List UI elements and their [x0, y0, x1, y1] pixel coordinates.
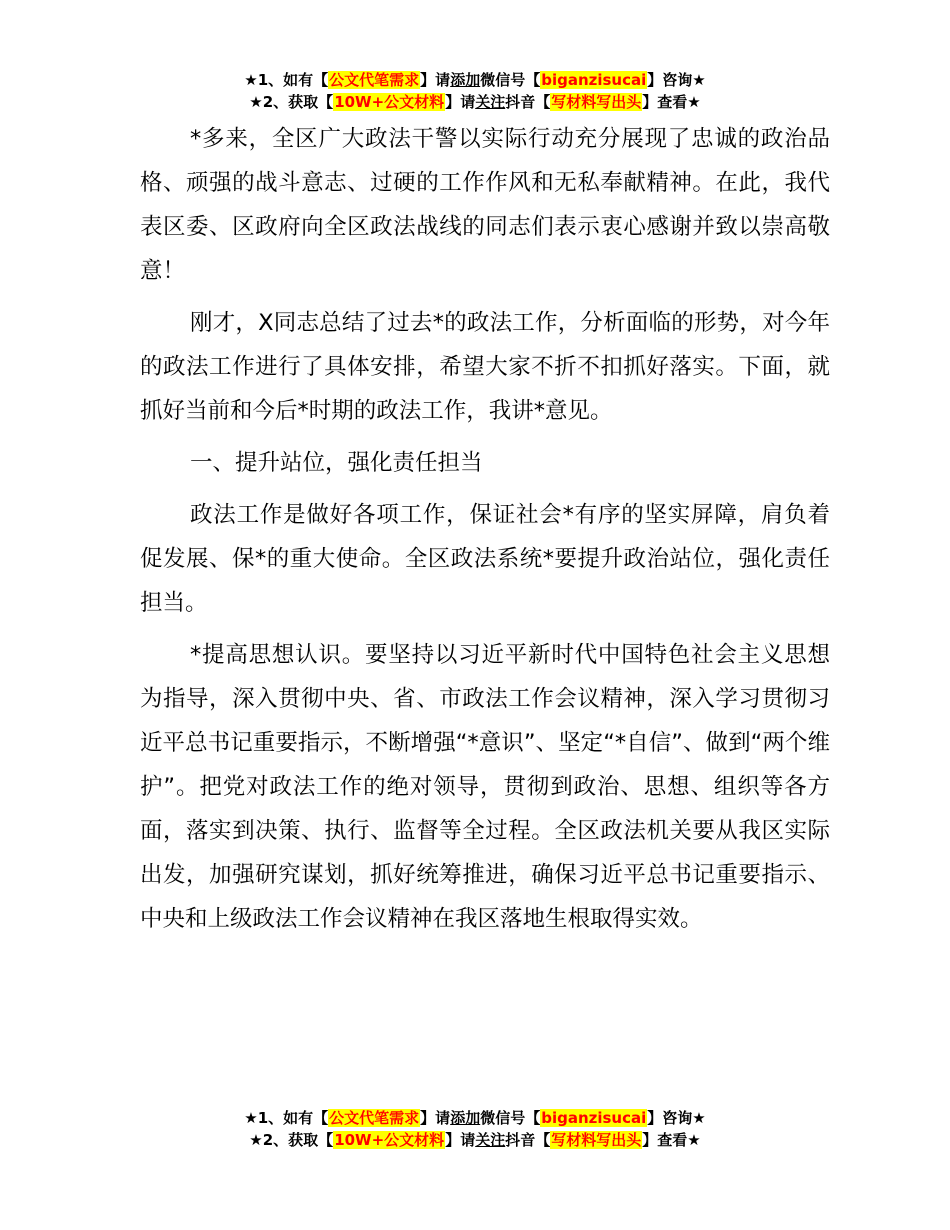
- promo-line-1-highlight-service: 公文代笔需求: [329, 71, 420, 89]
- paragraph-thought: *提高思想认识。要坚持以习近平新时代中国特色社会主义思想为指导，深入贯彻中央、省、市政法工作会议精神，深入学习贯彻习近平总书记重要指示，不断增强“*意识”、坚定“*自信”、做到“两个维护”。把党对政法工作的绝对领导，贯彻到政治、思想、组织等各方面，落实到决策、执行、监督等全过程。全区政法机关要从我区实际出发，加强研究谋划，抓好统筹推进，确保习近平总书记重要指示、中央和上级政法工作会议精神在我区落地生根取得实效。: [140, 642, 830, 932]
- promo-line-1-mid: 】请: [420, 71, 451, 89]
- paragraph-section-1: 政法工作是做好各项工作，保证社会*有序的坚实屏障，肩负着促发展、保*的重大使命。全区政法系统*要提升政治站位，强化责任担当。: [140, 502, 830, 616]
- promo-footer-line-2-suffix: 】查看★: [642, 1131, 701, 1149]
- promo-footer-line-1-highlight-service: 公文代笔需求: [329, 1109, 420, 1127]
- promo-line-1-mid2: 微信号【: [480, 71, 541, 89]
- promo-footer-line-1-mid: 】请: [420, 1109, 451, 1127]
- promo-footer-line-1-mid2: 微信号【: [480, 1109, 541, 1127]
- promo-footer-line-2: [0, 1129, 950, 1151]
- promo-footer-line-2-mid2: 抖音【: [505, 1131, 551, 1149]
- promo-footer-line-1-highlight-wechat: biganzisucai: [541, 1109, 647, 1127]
- promo-line-2-underlined: 关注: [475, 93, 506, 111]
- promo-line-1: [0, 69, 950, 91]
- promo-line-1-underlined: 添加: [450, 71, 481, 89]
- promo-line-2-highlight-douyin: 写材料写出头: [551, 93, 642, 111]
- paragraph-intro: *多来，全区广大政法干警以实际行动充分展现了忠诚的政治品格、顽强的战斗意志、过硬的工作作风和无私奉献精神。在此，我代表区委、区政府向全区政法战线的同志们表示衷心感谢并致以崇高敬意！: [140, 126, 830, 284]
- promo-footer-line-1-suffix: 】咨询★: [647, 1109, 706, 1127]
- promo-line-2-suffix: 】查看★: [642, 93, 701, 111]
- promo-line-1-highlight-wechat: biganzisucai: [541, 71, 647, 89]
- promo-line-2-highlight-materials: 10W+公文材料: [334, 93, 445, 111]
- promo-line-2-mid: 】请: [445, 93, 476, 111]
- promo-footer-line-2-highlight-materials: 10W+公文材料: [334, 1131, 445, 1149]
- promo-line-2-prefix: ★2、获取【: [249, 93, 334, 111]
- document-body: [140, 117, 830, 949]
- promo-footer-line-2-highlight-douyin: 写材料写出头: [551, 1131, 642, 1149]
- promo-footer-line-1-prefix: ★1、如有【: [244, 1109, 329, 1127]
- promo-header: [0, 69, 950, 113]
- promo-line-1-suffix: 】咨询★: [647, 71, 706, 89]
- promo-footer-line-2-underlined: 关注: [475, 1131, 506, 1149]
- promo-footer-line-1: [0, 1107, 950, 1129]
- paragraph-summary: 刚才，X同志总结了过去*的政法工作，分析面临的形势，对今年的政法工作进行了具体安排，希望大家不折不扣抓好落实。下面，就抓好当前和今后*时期的政法工作，我讲*意见。: [140, 310, 830, 424]
- promo-line-1-prefix: ★1、如有【: [244, 71, 329, 89]
- promo-footer-line-1-underlined: 添加: [450, 1109, 481, 1127]
- promo-footer: [0, 1107, 950, 1151]
- promo-footer-line-2-prefix: ★2、获取【: [249, 1131, 334, 1149]
- promo-footer-line-2-mid: 】请: [445, 1131, 476, 1149]
- section-heading-1: 一、提升站位，强化责任担当: [190, 450, 483, 476]
- promo-line-2: [0, 91, 950, 113]
- promo-line-2-mid2: 抖音【: [505, 93, 551, 111]
